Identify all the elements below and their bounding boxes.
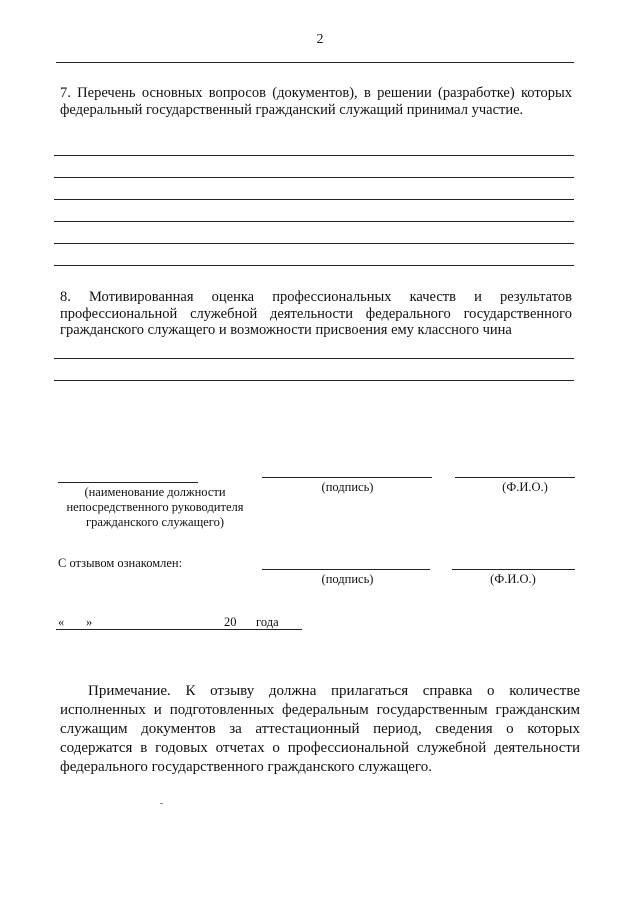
signature-caption-2: (подпись) [321, 572, 374, 586]
date-line [56, 629, 302, 630]
date-close-quote: » [86, 615, 93, 629]
fio-caption-2: (Ф.И.О.) [490, 572, 536, 586]
date-open-quote: « [58, 615, 65, 629]
fio-line-2 [452, 569, 575, 570]
signature-line-2 [262, 569, 430, 570]
note-text: Примечание. К отзыву должна прилагаться справка о количестве исполненных и подготовленных федеральным государственным гражданским служащим документов за аттестационный период, сведения о которых содержатся в годовых отчетах о профессиональной служебной деятельности федерального государственного гражданского служащего. [60, 683, 580, 775]
signature-line [262, 477, 432, 478]
fio-caption: (Ф.И.О.) [502, 480, 548, 494]
page-number: 2 [316, 32, 324, 47]
date-century: 20 [224, 615, 237, 629]
date-year-word: года [256, 615, 279, 629]
section7-answer-line [54, 199, 574, 200]
section8-text: 8. Мотивированная оценка профессиональных качеств и результатов профессиональной служебной деятельности федерального государственного гражданского служащего и возможности присвоения ему классного чина [60, 289, 572, 338]
manager-position-caption: (наименование должности непосредственного руководителя гражданского служащего) [66, 485, 244, 529]
stray-mark [160, 803, 163, 804]
acquainted-label: С отзывом ознакомлен: [58, 556, 183, 570]
section7-answer-line [54, 221, 574, 222]
section8-answer-line [54, 358, 574, 359]
section7-answer-line [54, 265, 574, 266]
section7-answer-line [54, 243, 574, 244]
section7-answer-line [54, 177, 574, 178]
section7-answer-line [54, 155, 574, 156]
section7-text: 7. Перечень основных вопросов (документов), в решении (разработке) которых федеральный государственный гражданский служащий принимал участие. [60, 85, 572, 118]
manager-position-line [58, 482, 198, 483]
section8-answer-line [54, 380, 574, 381]
signature-caption: (подпись) [321, 480, 374, 494]
section7-top-rule [56, 62, 574, 63]
fio-line [455, 477, 575, 478]
